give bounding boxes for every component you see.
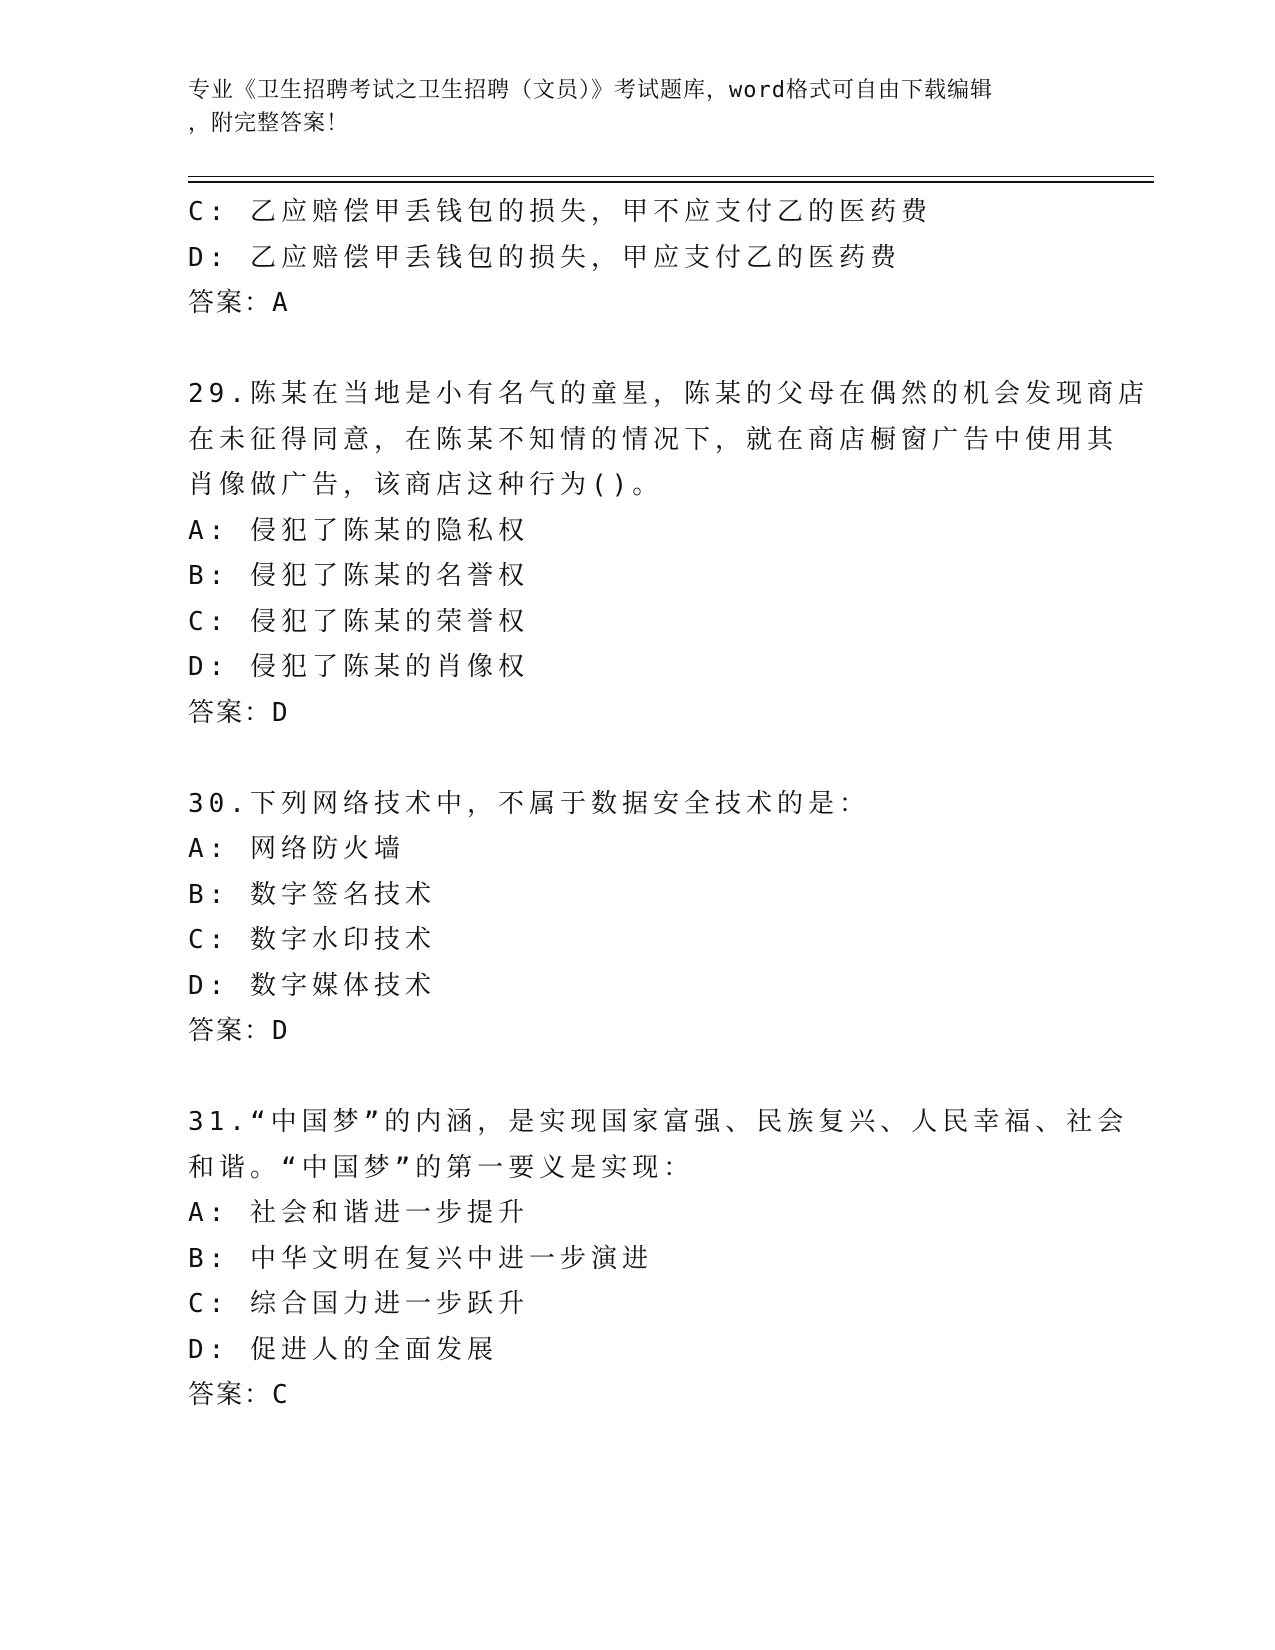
answer-value: C xyxy=(272,1380,290,1410)
question-text-line: 和谐。“中国梦”的第一要义是实现： xyxy=(188,1152,695,1183)
answer-value: A xyxy=(272,288,290,318)
answer-value: D xyxy=(272,697,290,728)
answer-line xyxy=(188,691,1088,737)
option-a: A: 社会和谐进一步提升 xyxy=(188,1198,529,1228)
header-divider-bottom xyxy=(188,181,1154,183)
option-b: B: 中华文明在复兴中进一步演进 xyxy=(188,1243,653,1274)
question-29 xyxy=(188,372,1149,736)
question-31 xyxy=(188,1100,1129,1419)
document-header xyxy=(188,74,1088,140)
option-d: D: 侵犯了陈某的肖像权 xyxy=(188,652,529,682)
option-a: A: 网络防火墙 xyxy=(188,834,405,864)
option-c: C: 侵犯了陈某的荣誉权 xyxy=(188,606,529,637)
answer-label: 答案： xyxy=(188,288,273,318)
answer-line xyxy=(188,1009,1088,1055)
header-line-1: 专业《卫生招聘考试之卫生招聘（文员）》考试题库，word格式可自由下载编辑 xyxy=(188,78,993,103)
answer-value: D xyxy=(272,1016,290,1046)
answer-label: 答案： xyxy=(188,1380,273,1410)
option-c: C: 数字水印技术 xyxy=(188,925,436,955)
option-c: C: 综合国力进一步跃升 xyxy=(188,1289,529,1319)
question-text-line: 在未征得同意，在陈某不知情的情况下，就在商店橱窗广告中使用其 xyxy=(188,424,1119,455)
option-b: B: 侵犯了陈某的名誉权 xyxy=(188,561,529,591)
question-text-line: 肖像做广告，该商店这种行为()。 xyxy=(188,470,664,500)
question-30 xyxy=(188,782,1088,1055)
question-list xyxy=(188,190,1149,1419)
question-text-line: 30.下列网络技术中，不属于数据安全技术的是： xyxy=(188,788,870,819)
answer-line xyxy=(188,281,1088,327)
option-a: A: 侵犯了陈某的隐私权 xyxy=(188,515,529,546)
question-text-line: 31.“中国梦”的内涵，是实现国家富强、民族复兴、人民幸福、社会 xyxy=(188,1107,1129,1137)
answer-label: 答案： xyxy=(188,697,273,728)
header-line-2: ，附完整答案！ xyxy=(188,111,350,136)
option-d: D: 数字媒体技术 xyxy=(188,970,436,1001)
option-d: D: 乙应赔偿甲丢钱包的损失，甲应支付乙的医药费 xyxy=(188,242,901,273)
question-28-continued xyxy=(188,190,1088,327)
option-d: D: 促进人的全面发展 xyxy=(188,1334,498,1365)
header-divider-top xyxy=(188,176,1154,177)
option-c: C: 乙应赔偿甲丢钱包的损失，甲不应支付乙的医药费 xyxy=(188,197,932,227)
question-text-line: 29.陈某在当地是小有名气的童星，陈某的父母在偶然的机会发现商店 xyxy=(188,379,1149,409)
answer-label: 答案： xyxy=(188,1016,273,1046)
answer-line xyxy=(188,1373,1088,1419)
option-b: B: 数字签名技术 xyxy=(188,879,436,910)
